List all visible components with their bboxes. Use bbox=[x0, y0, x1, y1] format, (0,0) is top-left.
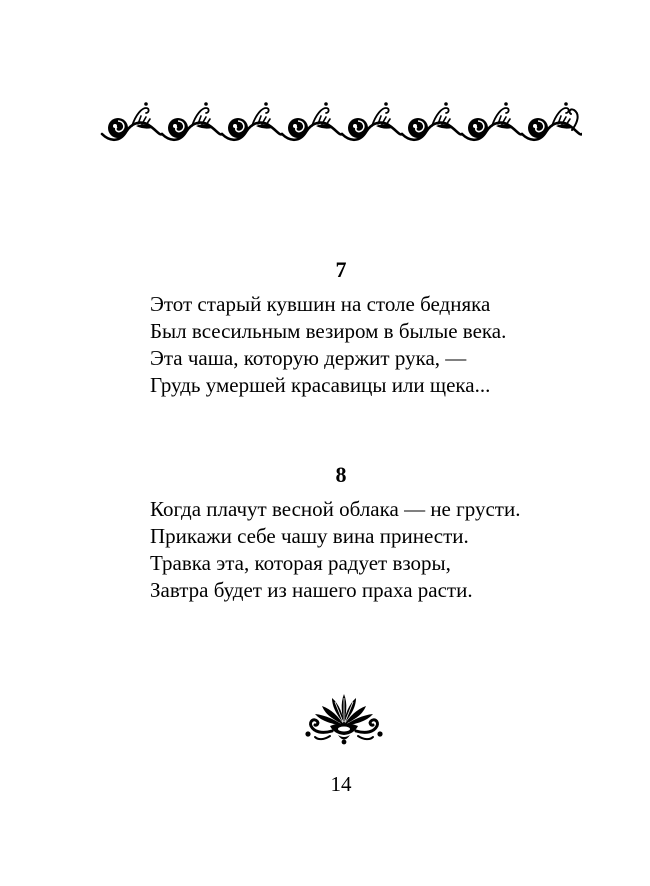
verse-line: Завтра будет из нашего праха расти. bbox=[150, 578, 473, 602]
scroll-unit bbox=[522, 102, 582, 140]
verse-line: Прикажи себе чашу вина принести. bbox=[150, 524, 469, 548]
poem-7 bbox=[0, 257, 650, 397]
poem-8 bbox=[0, 462, 650, 602]
page-number: 14 bbox=[330, 772, 352, 796]
scroll-unit bbox=[402, 102, 462, 140]
palmette-icon bbox=[302, 690, 386, 746]
stanza bbox=[150, 291, 506, 399]
verse-line: Когда плачут весной облака — не грусти. bbox=[150, 497, 521, 521]
scroll-unit bbox=[282, 102, 342, 140]
verse-line: Эта чаша, которую держит рука, — bbox=[150, 346, 467, 370]
stanza bbox=[150, 496, 520, 604]
poem-number: 7 bbox=[335, 257, 347, 282]
verse-line: Травка эта, которая радует взоры, bbox=[150, 551, 451, 575]
scroll-border-icon bbox=[100, 96, 582, 152]
scroll-unit bbox=[102, 102, 162, 140]
verse-line: Этот старый кувшин на столе бедняка bbox=[150, 292, 491, 316]
scroll-unit bbox=[162, 102, 222, 140]
scroll-unit bbox=[222, 102, 282, 140]
scroll-unit bbox=[342, 102, 402, 140]
verse-line: Был всесильным везиром в былые века. bbox=[150, 319, 507, 343]
verse-line: Грудь умершей красавицы или щека... bbox=[150, 373, 491, 397]
poem-number: 8 bbox=[335, 462, 347, 487]
scroll-unit bbox=[462, 102, 522, 140]
